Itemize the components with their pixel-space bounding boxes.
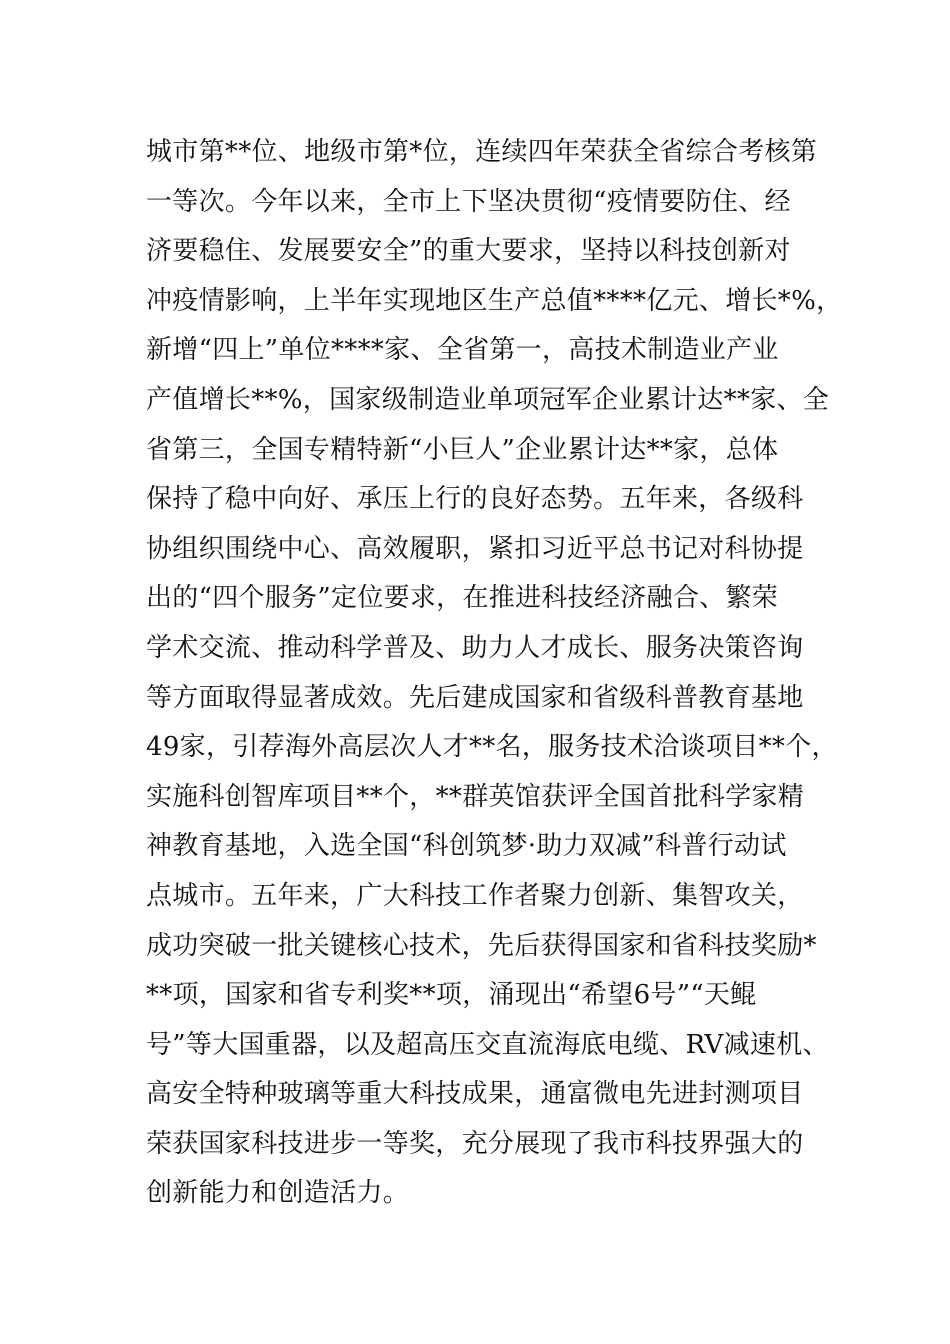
text-line: 49家，引荐海外高层次人才**名，服务技术洽谈项目**个， bbox=[146, 732, 838, 763]
text-line: 学术交流、推动科学普及、助力人才成长、服务决策咨询 bbox=[146, 632, 804, 663]
text-line: 产值增长**%，国家级制造业单项冠军企业累计达**家、全 bbox=[146, 384, 830, 415]
body-paragraph bbox=[146, 128, 843, 1219]
text-line: 点城市。五年来，广大科技工作者聚力创新、集智攻关， bbox=[146, 880, 804, 911]
text-line: 出的“四个服务”定位要求，在推进科技经济融合、繁荣 bbox=[146, 583, 779, 614]
text-line: 协组织围绕中心、高效履职，紧扣习近平总书记对科协提 bbox=[146, 533, 804, 564]
text-line: 省第三，全国专精特新“小巨人”企业累计达**家，总体 bbox=[146, 434, 779, 465]
text-line: 神教育基地，入选全国“科创筑梦·助力双减”科普行动试 bbox=[146, 831, 787, 862]
text-line: 等方面取得显著成效。先后建成国家和省级科普教育基地 bbox=[146, 682, 804, 713]
text-line: 荣获国家科技进步一等奖，充分展现了我市科技界强大的 bbox=[146, 1128, 804, 1159]
text-line: 成功突破一批关键核心技术，先后获得国家和省科技奖励* bbox=[146, 930, 817, 961]
text-line: 号”等大国重器，以及超高压交直流海底电缆、RV减速机、 bbox=[146, 1029, 829, 1060]
text-line: 保持了稳中向好、承压上行的良好态势。五年来，各级科 bbox=[146, 484, 804, 515]
text-line: 实施科创智库项目**个，**群英馆获评全国首批科学家精 bbox=[146, 781, 805, 812]
text-line: 济要稳住、发展要安全”的重大要求，坚持以科技创新对 bbox=[146, 236, 791, 267]
text-line: 冲疫情影响，上半年实现地区生产总值****亿元、增长*%， bbox=[146, 285, 843, 316]
text-line: 新增“四上”单位****家、全省第一，高技术制造业产业 bbox=[146, 335, 779, 366]
text-line: 一等次。今年以来，全市上下坚决贯彻“疫情要防住、经 bbox=[146, 186, 791, 217]
text-line: **项，国家和省专利奖**项，涌现出“希望6号”“天鲲 bbox=[146, 980, 757, 1011]
text-line: 创新能力和创造活力。 bbox=[146, 1178, 410, 1209]
text-line: 高安全特种玻璃等重大科技成果，通富微电先进封测项目 bbox=[146, 1079, 804, 1110]
text-line: 城市第**位、地级市第*位，连续四年荣获全省综合考核第 bbox=[146, 137, 818, 167]
